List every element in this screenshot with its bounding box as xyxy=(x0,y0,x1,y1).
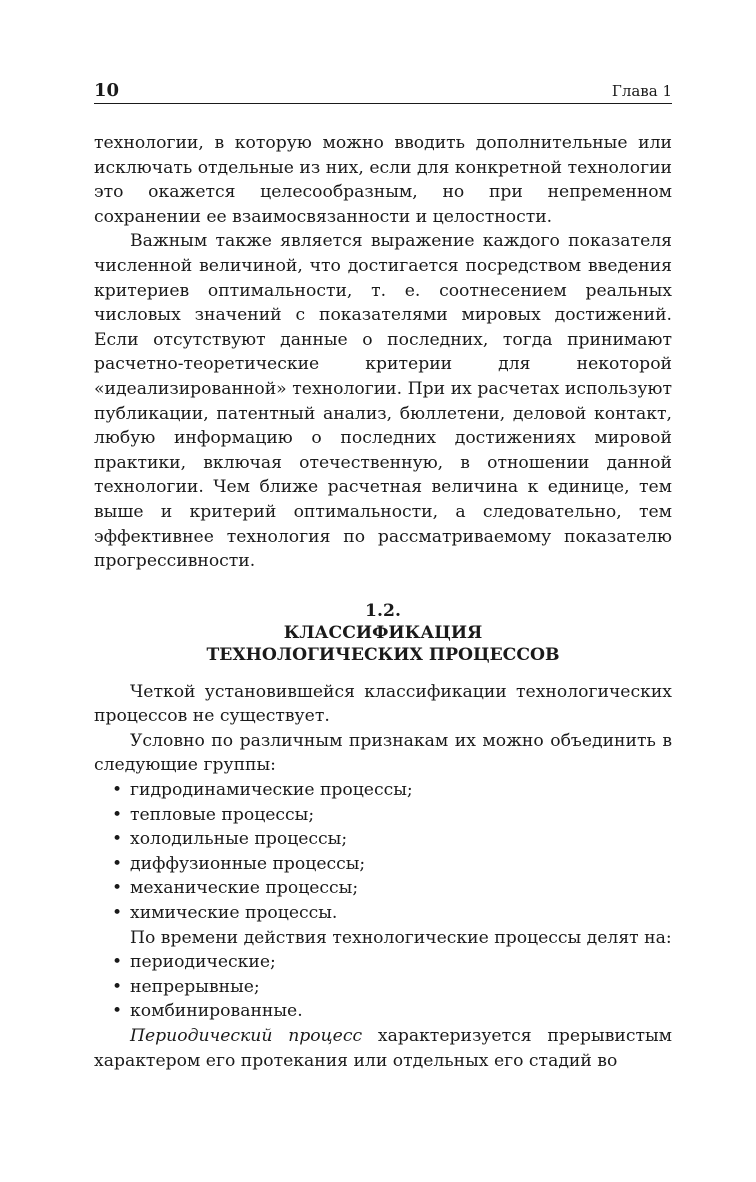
list-item-text: периодические; xyxy=(130,952,276,973)
book-page xyxy=(94,70,672,1073)
list-item-text: химические процессы. xyxy=(130,903,338,924)
section-title-line-2: ТЕХНОЛОГИЧЕСКИХ ПРОЦЕССОВ xyxy=(206,644,560,665)
list-item-text: диффузионные процессы; xyxy=(130,853,366,874)
list-item-text: тепловые процессы; xyxy=(130,804,315,825)
bullet-icon: • xyxy=(112,804,123,825)
bullet-icon: • xyxy=(112,952,123,973)
list-item xyxy=(94,778,672,803)
list-item xyxy=(94,876,672,901)
bullet-icon: • xyxy=(112,976,123,997)
bullet-icon: • xyxy=(112,853,123,874)
list-item xyxy=(94,950,672,975)
section-title-line-1: КЛАССИФИКАЦИЯ xyxy=(283,622,483,643)
paragraph-optimality-criteria: Важным также является выражение каждого показателя численной величиной, что достигается посредством введения критериев оптимальности, т. е. соотнесением реальных числовых значений с показателями мировых достижений. Если отсутствуют данные о последних, тогда принимают расчетно-теоретические критерии для некоторой «идеализированной» технологии. При их расчетах используют публикации, патентный анализ, бюллетени, деловой контакт, любую информацию о последних достижениях мировой практики, включая отечественную, в отношении данной технологии. Чем ближе расчетная величина к единице, тем выше и критерий оптимальности, а следовательно, тем эффективнее технология по рассматриваемому показателю прогрессивности. xyxy=(94,231,672,572)
list-item xyxy=(94,852,672,877)
paragraph-groups-intro: Условно по различным признакам их можно объединить в следующие группы: xyxy=(94,730,672,776)
list-item xyxy=(94,827,672,852)
bullet-icon: • xyxy=(112,829,123,850)
list-item xyxy=(94,901,672,926)
periodic-process-term: Периодический процесс xyxy=(130,1026,363,1046)
page-number: 10 xyxy=(94,80,120,101)
list-item-text: холодильные процессы; xyxy=(130,829,348,850)
list-item-text: непрерывные; xyxy=(130,976,260,997)
process-time-list xyxy=(94,950,672,1024)
periodic-process-text: характеризуется прерывистым характером его протекания или отдельных его стадий во xyxy=(94,1026,673,1071)
list-item-text: комбинированные. xyxy=(130,1001,303,1022)
paragraph-classification-intro: Четкой установившейся классификации технологических процессов не существует. xyxy=(94,681,672,727)
list-item xyxy=(94,999,672,1024)
bullet-icon: • xyxy=(112,878,123,899)
list-item xyxy=(94,803,672,828)
section-heading xyxy=(94,600,672,666)
paragraph-continuation: технологии, в которую можно вводить дополнительные или исключать отдельные из них, если для конкретной технологии это окажется целесообразным, но при непременном сохранении ее взаимосвязанности и целостности. xyxy=(94,133,672,227)
chapter-label: Глава 1 xyxy=(611,82,672,100)
running-header xyxy=(94,70,672,104)
section-number: 1.2. xyxy=(365,600,401,621)
body-text xyxy=(94,131,672,1073)
bullet-icon: • xyxy=(112,903,123,924)
bullet-icon: • xyxy=(112,1001,123,1022)
bullet-icon: • xyxy=(112,780,123,801)
list-item xyxy=(94,975,672,1000)
list-item-text: механические процессы; xyxy=(130,878,359,899)
process-groups-list xyxy=(94,778,672,926)
paragraph-periodic-process xyxy=(94,1024,672,1073)
list-item-text: гидродинамические процессы; xyxy=(130,780,413,801)
paragraph-time-intro: По времени действия технологические процессы делят на: xyxy=(130,927,672,948)
